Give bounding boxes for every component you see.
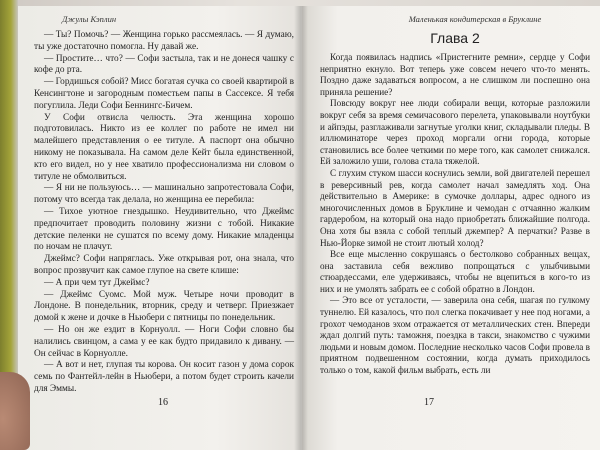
paragraph: — А при чем тут Джеймс? <box>44 277 150 288</box>
paragraph: Повсюду вокруг нее люди собирали вещи, которые разложили вокруг себя за время семичасового перелета, упаковывали ноутбуки и айпэды, разглаживали загнутые уголки книг, складывали пледы. В иллюминаторе через проход моргали огни города, которые становились все более четкими по мере того, как самолет снижался. Ей заложило уши, голова стала тяжелой. <box>320 98 590 167</box>
paragraph: — Это все от усталости, — заверила она себя, шагая по гулкому туннелю. Ей казалось, что пол слегка покачивает у нее под ногами, а грохот чемоданов эхом отражается от металлических стен. Впереди ждал долгий путь: таможня, поездка в такси, знакомство с чужими людьми и новым домом. Последние несколько часов Софи провела в приятном подвешенном состоянии, когда думать приходилось только о том, какой фильм выбрать, есть ли <box>320 295 591 376</box>
paragraph: У Софи отвисла челюсть. Эта женщина хорошо подготовилась. Никто из ее коллег по работе не имел ни малейшего представления о ее титуле. А паспорт она обычно никому не показывала. На самом деле Кейт была единственной, кто его видел, но у нее хватило профессионализма ни словом о титуле не обмолвиться. <box>34 112 294 182</box>
paragraph: — Гордишься собой? Мисс богатая сучка со своей квартирой в Кенсингтоне и загородным поместьем папы в Сассексе. Я тебя погуглила. Леди Софи Беннингс-Бичем. <box>34 77 294 111</box>
right-page-number: 17 <box>424 397 434 408</box>
paragraph: — Я ни не пользуюсь… — машинально запротестовала Софи, потому что всегда так делала, но женщина ее перебила: <box>34 183 294 206</box>
right-running-head: Маленькая кондитерская в Бруклине <box>408 14 542 24</box>
paragraph: Когда появилась надпись «Пристегните ремни», сердце у Софи неприятно екнуло. Вот теперь уже совсем нечего что-то менять. Поздно даже задаваться вопросом, а не слишком ли поспешно она приняла решение? <box>320 52 590 97</box>
paragraph: С глухим стуком шасси коснулись земли, вой двигателей перешел в реверсивный рев, когда самолет начал замедлять ход. Она действительно в Америке: в сумочке доллары, адрес одного из многочисленных домов в Бруклине и чемодан с отчаянно жалким гардеробом, на который она надо приобретать ближайшие полгода. Она хотя бы взяла с собой теплый джемпер? А перчатки? Разве в Нью-Йорке зимой не стоит лютый холод? <box>320 167 590 248</box>
paragraph: — Джеймс Суомс. Мой муж. Четыре ночи проводит в Лондоне. В понедельник, вторник, среду и четверг. Приезжает домой к жене и дочке в Ньюбери с пятницы по понедельник. <box>34 289 294 324</box>
left-running-head: Джулы Кэплин <box>62 14 117 24</box>
paragraph: — Тихое уютное гнездышко. Неудивительно, что Джеймс предпочитает проводить половину жизни с тобой. Никакие детские пеленки не сушатся по всему дому. Никакие младенцы по ночам не плачут. <box>34 206 294 253</box>
thumb <box>0 372 30 450</box>
right-page <box>302 6 600 450</box>
paragraph: Все еще мысленно сокрушаясь о бестолково собранных вещах, она заставила себя вежливо попрощаться с улыбчивыми стюардессами, еле удерживаясь, чтобы не вцепиться в кого-то из них и не умолять забрать ее с собой обратно в Лондон. <box>320 249 590 294</box>
paragraph: — Ты? Помочь? — Женщина горько рассмеялась. — Я думаю, ты уже достаточно помогла. Ну давай же. <box>34 30 294 52</box>
left-page-body <box>34 30 294 396</box>
chapter-title: Глава 2 <box>430 30 480 46</box>
paragraph: — Но он же ездит в Корнуолл. — Ноги Софи словно бы налились свинцом, а сама у ее как будто придавило к дивану. — Он сейчас в Корнуолле. <box>34 324 294 359</box>
right-page-body <box>320 52 590 377</box>
paragraph: — Простите… что? — Софи застыла, так и не донеся чашку с кофе до рта. <box>34 53 294 76</box>
left-page-number: 16 <box>158 397 168 408</box>
paragraph: Джеймс? Софи напряглась. Уже открывая рот, она знала, что вопрос прозвучит как самое глупое на свете клише: <box>34 254 294 276</box>
paragraph: — А вот и нет, глупая ты корова. Он косит газон у дома сорок семь по Фантейл-лейн в Ньюбери, а потом будет строить качели для Эммы. <box>34 360 294 394</box>
left-page <box>18 6 302 450</box>
book-gutter-shadow <box>294 6 308 450</box>
